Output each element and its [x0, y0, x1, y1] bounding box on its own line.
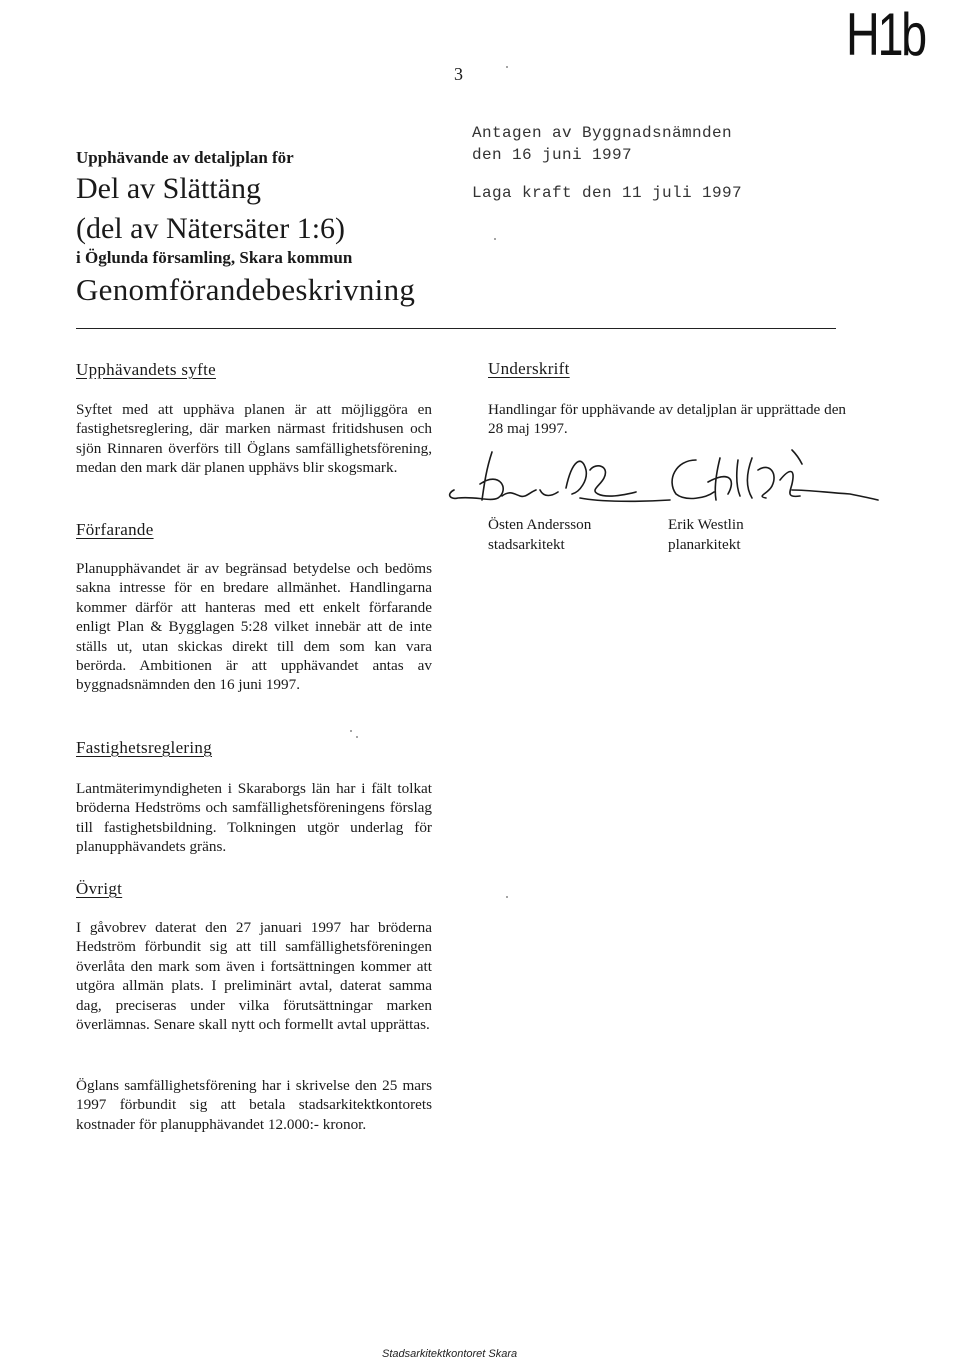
signature-osten-andersson — [450, 452, 670, 501]
legal-force-line: Laga kraft den 11 juli 1997 — [472, 184, 743, 202]
document-title: Del av Slättäng — [76, 172, 261, 205]
section-heading-ovrigt: Övrigt — [76, 879, 123, 898]
section-heading-underskrift: Underskrift — [488, 359, 570, 378]
scan-speck — [350, 730, 352, 732]
document-subtitle: Upphävande av detaljplan för — [76, 148, 294, 167]
section-text-ovrigt-kostnad: Öglans samfällighetsförening har i skrivelse den 25 mars 1997 förbundit sig att betala stadsarkitektkontorets kostnader för planupphävandet 12.000:- kronor. — [76, 1077, 432, 1133]
section-text-forfarande: Planupphävandet är av begränsad betydelse och bedöms sakna intresse för en bredare allmänhet. Handlingarna kommer därför att hanteras med ett enkelt förfarande enligt Plan & Bygglagen 5:28 vilket innebär att de inte ställs ut, utan skickas direkt till dem som kan vara berörda. Ambitionen är att upphävandet antas av byggnadsnämnden den 16 juni 1997. — [76, 560, 432, 694]
section-text-syfte: Syftet med att upphäva planen är att möjliggöra en fastighetsreglering, där marken närmast fritidshusen och sjön Rinnaren överförs till Öglans samfällighetsförening, medan den mark där planen upphävs blir skogsmark. — [76, 401, 432, 477]
section-heading-syfte: Upphävandets syfte — [76, 360, 216, 379]
signatory-osten-andersson — [488, 515, 591, 554]
section-text-fastighetsreglering: Lantmäterimyndigheten i Skaraborgs län har i fält tolkat bröderna Hedströms och samfällighetsföreningens förslag till fastighetsbildning. Tolkningen utgör underlag för planupphävandets gräns. — [76, 780, 432, 856]
signatory-name: Östen Andersson — [488, 516, 592, 533]
page-number: 3 — [454, 64, 463, 84]
section-heading-fastighetsreglering: Fastighetsreglering — [76, 738, 213, 757]
signatory-name: Erik Westlin — [668, 516, 744, 533]
handwritten-signatures — [440, 440, 880, 520]
adoption-date-line: den 16 juni 1997 — [472, 146, 633, 164]
signatory-title: stadsarkitekt — [488, 535, 565, 553]
parish-line: i Öglunda församling, Skara kommun — [76, 248, 353, 267]
document-type-heading: Genomförandebeskrivning — [76, 272, 416, 307]
signatory-erik-westlin — [668, 515, 744, 554]
scan-speck — [356, 736, 358, 738]
scan-speck — [506, 66, 508, 68]
scan-speck — [494, 238, 496, 240]
section-text-ovrigt-gavobrev: I gåvobrev daterat den 27 januari 1997 har bröderna Hedström förbundit sig att till samfällighetsföreningen överlåta den mark som även i fortsättningen kommer att utgöra allmän plats. I preliminärt avtal, daterat samma dag, preciseras under vilka förutsättningar marken överlämnas. Senare skall nytt och formellt avtal upprättas. — [76, 919, 432, 1034]
header-divider — [76, 328, 836, 329]
section-text-underskrift: Handlingar för upphävande av detaljplan är upprättade den 28 maj 1997. — [488, 401, 847, 438]
footer-office: Stadsarkitektkontoret Skara — [382, 1348, 518, 1360]
scan-speck — [506, 896, 508, 898]
section-heading-forfarande: Förfarande — [76, 520, 154, 539]
document-title-parenthetical: (del av Nätersäter 1:6) — [76, 212, 346, 245]
adoption-stamp-line: Antagen av Byggnadsnämnden — [472, 124, 733, 142]
signature-erik-westlin — [672, 450, 878, 500]
document-code: H1b — [846, 1, 925, 68]
signatory-title: planarkitekt — [668, 535, 741, 553]
